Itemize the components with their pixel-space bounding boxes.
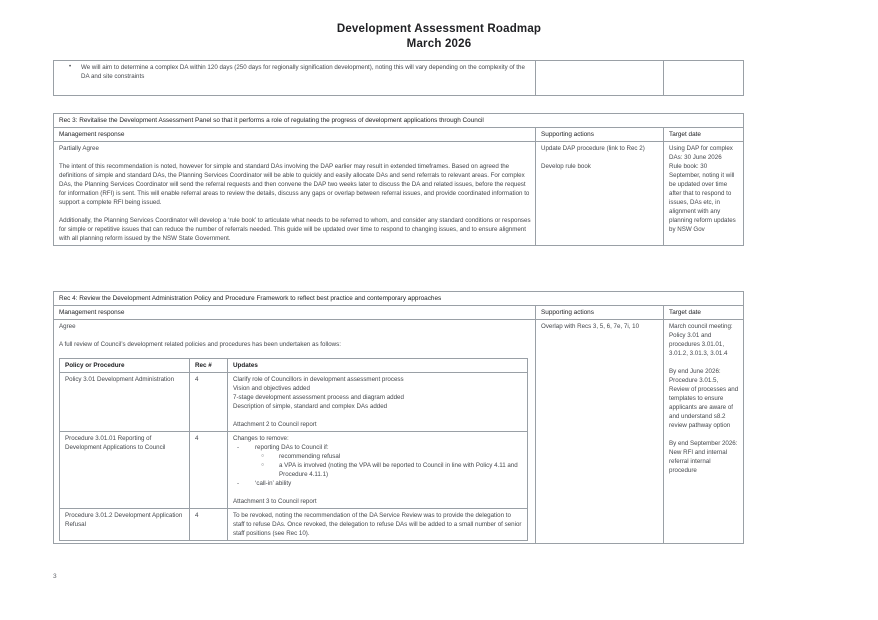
rec3-title: Rec 3: Revitalise the Development Assessment Panel so that it performs a role of regulating the progress of development applications through Council [54,114,744,128]
policy-name: Procedure 3.01.01 Reporting of Development Applications to Council [60,432,190,509]
table-row [60,509,528,541]
rec4-intro: A full review of Council’s development related policies and procedures has been undertaken as follows: [59,341,341,348]
rec3-paragraph-2: Additionally, the Planning Services Coordinator will develop a ‘rule book’ to articulate what needs to be referred to whom, and consider any standard conditions or responses for simple or repetitive issues that can reduce the number of referrals needed. This guide will be updated over time to respond to changing issues, and to ensure alignment with all planning reform issued by the NSW State Government. [59,217,531,242]
table-row [60,432,528,509]
rec4-header-supporting-actions: Supporting actions [536,306,664,320]
policy-updates-header-row [60,359,528,373]
update-line: 7-stage development assessment process and diagram added [233,394,404,401]
rec4-content-row [54,320,744,544]
rec3-supporting-action-1: Update DAP procedure (link to Rec 2) [541,145,645,152]
list-item [233,479,523,488]
dash-marker-icon: - [237,480,240,487]
circle-marker-icon: ○ [261,462,265,468]
continued-table [53,60,744,96]
rec3-content-row [54,142,744,246]
rec3-management-response-cell [54,142,536,246]
rec3-target-date-1: Using DAP for complex DAs: 30 June 2026 [669,145,733,161]
rec4-target-date-1: March council meeting: Policy 3.01 and procedures 3.01.01, 3.01.2, 3.01.3, 3.01.4 [669,323,733,357]
table-row [54,61,744,96]
rec3-title-row [54,114,744,128]
policy-rec-number: 4 [190,432,228,509]
rec4-management-response-cell [54,320,536,544]
rec4-target-date-cell [664,320,744,544]
changes-list [233,443,523,488]
rec3-supporting-actions-cell [536,142,664,246]
page-title [0,0,878,52]
policy-name: Policy 3.01 Development Administration [60,373,190,432]
attachment-reference: Attachment 2 to Council report [233,421,317,428]
update-line: Vision and objectives added [233,385,310,392]
attachment-reference: Attachment 3 to Council report [233,498,317,505]
rec4-target-date-2: By end June 2026: Procedure 3.01.5, Review of processes and templates to ensure applicants are aware of and understand s8.2 review pathway option [669,368,739,429]
continued-bullet-text: We will aim to determine a complex DA within 120 days (250 days for regionally signification development), noting this will vary depending on the complexity of the DA and site constraints [81,64,525,80]
update-line: Description of simple, standard and complex DAs added [233,403,388,410]
rec3-header-row [54,128,744,142]
list-item [255,452,523,461]
policy-rec-number: 4 [190,373,228,432]
policy-name: Procedure 3.01.2 Development Application Refusal [60,509,190,541]
sub-list [255,452,523,479]
rec3-target-date-cell [664,142,744,246]
list-item-label: reporting DAs to Council if: [255,444,329,451]
rec3-header-target-date: Target date [664,128,744,142]
title-line-2: March 2026 [406,38,472,50]
rec4-title: Rec 4: Review the Development Administration Policy and Procedure Framework to reflect best practice and contemporary approaches [54,292,744,306]
rec3-response-heading: Partially Agree [59,145,99,152]
continued-bullet-cell [54,61,536,96]
policy-rec-number: 4 [190,509,228,541]
rec4-title-row [54,292,744,306]
rec-column-header: Rec # [190,359,228,373]
updates-column-header: Updates [228,359,528,373]
rec3-table [53,113,744,246]
policy-updates-table [59,358,528,541]
table-row [60,373,528,432]
policy-updates [228,432,528,509]
dash-marker-icon: - [237,444,240,451]
rec4-target-date-3: By end September 2026: New RFI and internal referral internal procedure [669,440,738,474]
rec3-target-date-2: Rule book: 30 September, noting it will be updated over time after that to respond to issues, DAs etc, in alignment with any planning reform updates by NSW Gov [669,163,736,233]
list-item-label: ‘call-in’ ability [255,480,292,487]
rec4-header-management-response: Management response [54,306,536,320]
rec3-paragraph-1: The intent of this recommendation is noted, however for simple and standard DAs involving the DAP earlier may result in extended timeframes. Based on agreed the definitions of simple and standard DAs, the Planning Services Coordinator will be able to quickly and easily allocate DAs and send referrals to relevant areas. For complex DAs, the Planning Services Coordinator will send the referral requests and then convene the DAP two weeks later to discuss the DA and related issues, before the request for information (RFI) is sent. This will enable referral areas to review the details, discuss any gaps or overlap between referral issues, and provide coordinated information to support a complete RFI being issued. [59,163,530,206]
list-item [233,443,523,479]
continued-supporting-actions [536,61,664,96]
rec4-table [53,291,744,544]
continued-target-date [664,61,744,96]
rec4-response-heading: Agree [59,323,76,330]
rec3-header-supporting-actions: Supporting actions [536,128,664,142]
circle-marker-icon: ○ [261,453,265,459]
page-number: 3 [53,573,57,580]
rec4-supporting-actions-cell: Overlap with Recs 3, 5, 6, 7e, 7i, 10 [536,320,664,544]
rec3-header-management-response: Management response [54,128,536,142]
spacer [233,488,523,497]
policy-updates [228,373,528,432]
update-line: Clarify role of Councillors in development assessment process [233,376,404,383]
rec3-supporting-action-2: Develop rule book [541,163,591,170]
spacer [233,411,523,420]
title-line-1: Development Assessment Roadmap [336,23,542,35]
policy-column-header: Policy or Procedure [60,359,190,373]
bullet-icon: • [68,64,72,70]
rec4-header-target-date: Target date [664,306,744,320]
sub-list-item-label: a VPA is involved (noting the VPA will be reported to Council in line with Policy 4.11 and Procedure 4.11.1) [279,462,518,478]
sub-list-item-label: recommending refusal [279,453,341,460]
list-item [255,461,523,479]
updates-lead-in: Changes to remove: [233,435,289,442]
policy-updates: To be revoked, noting the recommendation of the DA Service Review was to provide the delegation to staff to refuse DAs. Once revoked, the delegation to refuse DAs will be added to a small number of senior staff positions (see Rec 10). [228,509,528,541]
page-break-mask [0,556,878,572]
rec4-header-row [54,306,744,320]
